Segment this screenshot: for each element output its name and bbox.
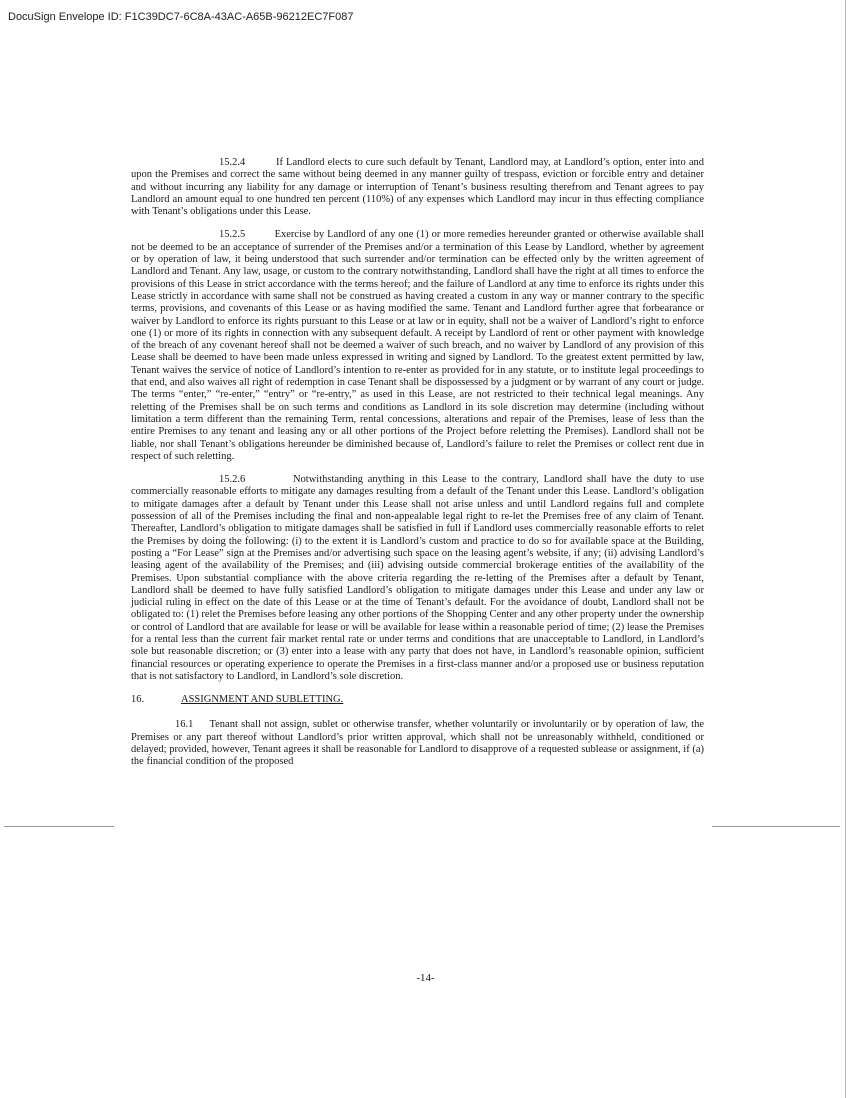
- paragraph-text: Exercise by Landlord of any one (1) or more remedies hereunder granted or otherwise available shall not be deemed to be an acceptance of surrender of the Premises and/or a termination of this Lease by Landlord, whether by agreement or by operation of law, it being understood that such surrender and/or termination can be effected only by the written agreement of Landlord and Tenant. Any law, usage, or custom to the contrary notwithstanding, Landlord shall have the right at all times to enforce the provisions of this Lease in strict accordance with the terms hereof; and the failure of Landlord at any time to enforce its rights under this Lease strictly in accordance with same shall not be construed as having created a custom in any way or manner contrary to the specific terms, provisions, and covenants of this Lease or as having modified the same. Tenant and Landlord further agree that forbearance or waiver by Landlord to enforce its rights pursuant to this Lease or at law or in equity, shall not be a waiver of Landlord’s right to enforce one (1) or more of its rights in connection with any subsequent default. A receipt by Landlord of rent or other payment with knowledge of the breach of any covenant hereof shall not be deemed a waiver of such breach, and no waiver by Landlord of any provision of this Lease shall be deemed to have been made unless expressed in writing and signed by Landlord. To the greatest extent permitted by law, Tenant waives the service of notice of Landlord’s intention to re-enter as provided for in any statute, or to institute legal proceedings to that end, and also waives all right of redemption in case Tenant shall be dispossessed by a judgment or by warrant of any court or judge. The terms “enter,” “re-enter,” “entry” or “re-entry,” as used in this Lease, are not restricted to their technical legal meanings. Any reletting of the Premises shall be on such terms and conditions as Landlord in its sole discretion may determine (including without limitation a term different than the remaining Term, rental concessions, alterations and repair of the Premises, lease of less than the entire Premises to any tenant and leasing any or all other portions of the Project before reletting the Premises). Landlord shall not be liable, nor shall Tenant’s obligations hereunder be diminished because of, Landlord’s failure to relet the Premises or collect rent due in respect of such reletting.: [131, 229, 705, 462]
- page-number: -14-: [416, 972, 435, 984]
- section-number: 16.: [131, 694, 145, 706]
- paragraph-text: Tenant shall not assign, sublet or otherwise transfer, whether voluntarily or involuntarily or by operation of law, the Premises or any part thereof without Landlord’s prior written approval, which shall not be unreasonably withheld, conditioned or delayed; provided, however, Tenant agrees it shall be reasonable for Landlord to disapprove of a requested sublease or assignment, if (a) the financial condition of the proposed: [131, 719, 705, 768]
- paragraph-text: If Landlord elects to cure such default by Tenant, Landlord may, at Landlord’s option, enter into and upon the Premises and correct the same without being deemed in any manner guilty of trespass, eviction or forcible entry and detainer and without incurring any liability for any damage or interruption of Tenant’s business resulting therefrom and Tenant agrees to pay Landlord an amount equal to one hundred ten percent (110%) of any expenses which Landlord may incur in thus effecting compliance with Tenant’s obligations under this Lease.: [131, 157, 705, 218]
- left-margin-mark: [4, 826, 114, 827]
- paragraph-16-1: [131, 719, 704, 768]
- section-title: ASSIGNMENT AND SUBLETTING.: [181, 694, 344, 706]
- paragraph-15-2-5: [131, 229, 704, 463]
- document-body: [131, 157, 704, 780]
- paragraph-15-2-4: [131, 157, 704, 218]
- paragraph-number: 15.2.4: [219, 157, 246, 168]
- paragraph-number: 16.1: [175, 719, 194, 731]
- paragraph-number: 15.2.5: [219, 229, 246, 241]
- right-margin-mark: [712, 826, 840, 827]
- page-edge-rule: [845, 0, 846, 1098]
- paragraph-15-2-6: [131, 474, 704, 683]
- docusign-envelope-id: DocuSign Envelope ID: F1C39DC7-6C8A-43AC-A65B-96212EC7F087: [8, 11, 354, 23]
- section-heading: [131, 694, 704, 706]
- paragraph-text: Notwithstanding anything in this Lease to the contrary, Landlord shall have the duty to use commercially reasonable efforts to mitigate any damages resulting from a default of the Tenant under this Lease. Landlord’s obligation to mitigate damages after a default by Tenant under this Lease shall not arise unless and until Landlord regains full and complete possession of all of the Premises including the final and non-appealable legal right to re-let the Premises free of any claim of Tenant. Thereafter, Landlord’s obligation to mitigate damages shall be satisfied in full if Landlord uses commercially reasonable efforts to relet the Premises by doing the following: (i) to the extent it is Landlord’s custom and practice to do so for available space at the Building, posting a “For Lease” sign at the Premises and/or advertising such space on the leasing agent’s website, if any; (ii) advising Landlord’s leasing agent of the availability of the Premises; and (iii) advising outside commercial brokerage entities of the availability of the Premises. Upon substantial compliance with the above criteria regarding the re-letting of the Premises after a default by Tenant, Landlord shall be deemed to have fully satisfied Landlord’s obligation to mitigate damages under this Lease and under any law or judicial ruling in effect on the date of this Lease or at the time of Tenant’s default. For the avoidance of doubt, Landlord shall not be obligated to: (1) relet the Premises before leasing any other portions of the Shopping Center and any other property under the ownership or control of Landlord that are available for lease or will be available for lease within a reasonable period of time; (2) lease the Premises for a rental less than the current fair market rental rate or under terms and conditions that are unacceptable to Landlord, in Landlord’s sole but reasonable discretion; or (3) enter into a lease with any party that does not have, in Landlord’s reasonable opinion, sufficient financial resources or operating experience to operate the Premises in a first-class manner and/or a proposed use or business reputation that is not satisfactory to Landlord, in Landlord’s sole discretion.: [131, 474, 705, 682]
- paragraph-number: 15.2.6: [219, 474, 246, 486]
